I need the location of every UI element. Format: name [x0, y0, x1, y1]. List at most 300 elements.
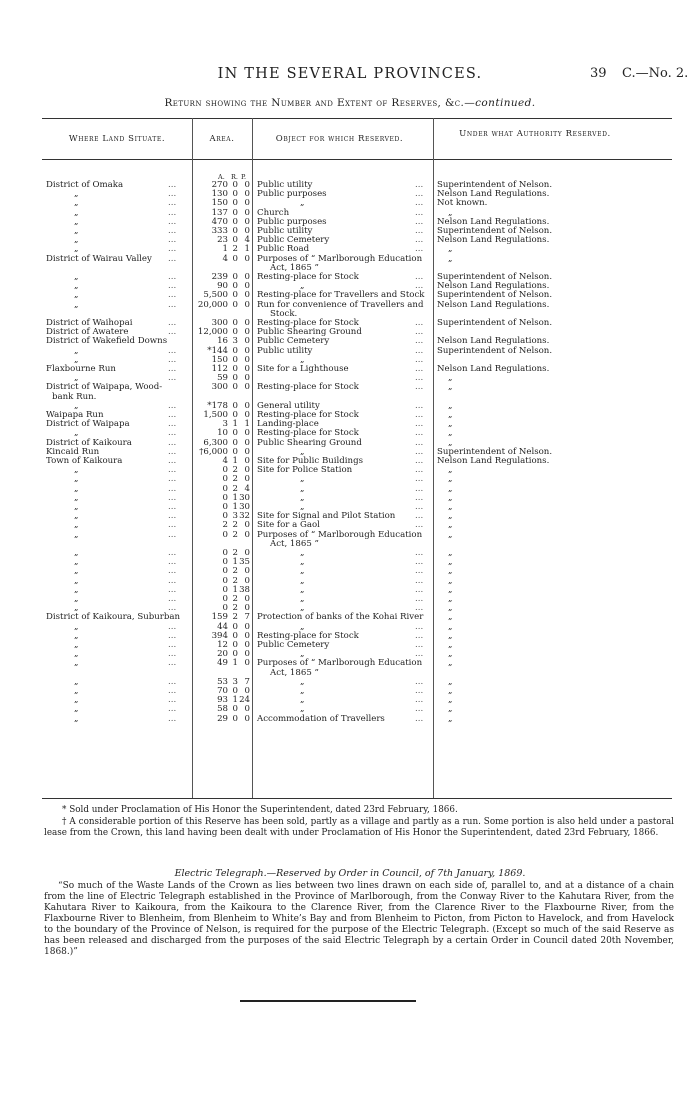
cell-where: District of Wairau Valley — [46, 253, 152, 264]
cell-roods: 0 — [232, 382, 238, 393]
cell-object: Public purposes — [257, 189, 327, 200]
leader-dots: ... — [415, 382, 424, 393]
cell-roods: 3 — [232, 336, 238, 347]
cell-perches: 0 — [244, 640, 250, 650]
leader-dots: ... — [168, 649, 177, 660]
cell-object: „ — [300, 557, 305, 568]
cell-where: District of Wakefield Downs — [46, 336, 168, 347]
cell-where: „ — [74, 198, 79, 209]
leader-dots: ... — [415, 364, 424, 374]
leader-dots: ... — [168, 658, 177, 669]
column-header-area: Area. — [209, 134, 235, 144]
cell-object: Accommodation of Travellers — [257, 713, 385, 724]
header-bottom-rule — [42, 159, 672, 160]
page-title: IN THE SEVERAL PROVINCES. — [217, 66, 483, 82]
leader-dots: ... — [415, 198, 424, 209]
leader-dots: ... — [415, 594, 424, 604]
cell-perches: 0 — [244, 594, 250, 604]
cell-where: „ — [74, 649, 79, 660]
cell-roods: 0 — [232, 226, 238, 236]
cell-acres: 0 — [222, 465, 228, 476]
leader-dots: ... — [415, 226, 424, 236]
leader-dots: ... — [415, 235, 424, 246]
cell-acres: 159 — [211, 612, 228, 623]
cell-authority: „ — [448, 557, 453, 568]
cell-acres: *144 — [207, 345, 228, 356]
leader-dots: ... — [415, 400, 424, 411]
cell-acres: 70 — [217, 686, 228, 696]
cell-acres: 150 — [211, 354, 228, 365]
cell-where: Flaxbourne Run — [46, 364, 116, 374]
cell-perches: 0 — [244, 345, 250, 356]
cell-roods: 0 — [232, 216, 238, 227]
cell-acres: 112 — [211, 364, 228, 374]
cell-where: Town of Kaikoura — [46, 456, 123, 466]
cell-acres: 4 — [222, 456, 228, 466]
cell-perches: 0 — [244, 428, 250, 439]
leader-dots: ... — [415, 446, 424, 457]
cell-authority: „ — [448, 437, 453, 448]
cell-object: Public Shearing Ground — [257, 437, 362, 448]
cell-roods: 2 — [232, 566, 238, 577]
cell-where: District of Kaikoura, Suburban — [46, 612, 181, 623]
cell-acres: 20 — [217, 649, 228, 660]
cell-acres: 6,300 — [203, 437, 228, 448]
cell-object: „ — [300, 676, 305, 687]
cell-object: Site for Police Station — [257, 465, 353, 476]
cell-roods: 1 — [232, 557, 238, 568]
cell-authority: Superintendent of Nelson. — [437, 318, 553, 328]
column-header-authority: Under what Authority Reserved. — [459, 129, 611, 139]
cell-object: „ — [300, 198, 305, 209]
cell-authority: Nelson Land Regulations. — [437, 189, 550, 200]
cell-object: Resting-place for Stock — [257, 318, 359, 328]
cell-where: District of Omaka — [46, 180, 124, 190]
cell-authority: „ — [448, 474, 453, 485]
cell-where: „ — [74, 520, 79, 531]
cell-perches: 0 — [244, 548, 250, 558]
cell-authority: „ — [448, 686, 453, 696]
cell-perches: 0 — [244, 603, 250, 614]
cell-perches: 0 — [244, 400, 250, 411]
leader-dots: ... — [415, 557, 424, 568]
cell-acres: 0 — [222, 529, 228, 540]
cell-roods: 0 — [232, 281, 238, 292]
cell-roods: 2 — [232, 474, 238, 485]
cell-authority: Nelson Land Regulations. — [437, 364, 550, 374]
leader-dots: ... — [415, 318, 424, 328]
cell-authority: „ — [448, 713, 453, 724]
column-divider — [252, 118, 253, 798]
cell-where: „ — [74, 676, 79, 687]
leader-dots: ... — [168, 400, 177, 411]
cell-perches: 0 — [244, 216, 250, 227]
cell-roods: 2 — [232, 483, 238, 494]
cell-perches: 0 — [244, 373, 250, 384]
leader-dots: ... — [168, 520, 177, 531]
cell-object: „ — [300, 621, 305, 632]
cell-authority: „ — [448, 400, 453, 411]
cell-authority: Nelson Land Regulations. — [437, 281, 550, 292]
leader-dots: ... — [168, 676, 177, 687]
cell-where: District of Waihopai — [46, 318, 133, 328]
cell-perches: 0 — [244, 382, 250, 393]
cell-where: District of Kaikoura — [46, 437, 132, 448]
leader-dots: ... — [168, 207, 177, 218]
leader-dots: ... — [415, 695, 424, 706]
leader-dots: ... — [415, 354, 424, 365]
cell-authority: „ — [448, 502, 453, 512]
leader-dots: ... — [168, 474, 177, 485]
leader-dots: ... — [168, 327, 177, 338]
footnote-star: * Sold under Proclamation of His Honor the Superintendent, dated 23rd February, 1866. — [62, 805, 458, 815]
leader-dots: ... — [168, 492, 177, 503]
cell-object-cont: Act, 1865 ” — [270, 538, 319, 549]
cell-where: „ — [74, 584, 79, 595]
cell-object: „ — [300, 704, 305, 715]
cell-acres: 1,500 — [203, 410, 228, 420]
leader-dots: ... — [415, 676, 424, 687]
cell-authority: „ — [448, 207, 453, 218]
cell-object: General utility — [257, 400, 320, 411]
cell-object: Public utility — [257, 345, 313, 356]
cell-roods: 0 — [232, 198, 238, 209]
cell-object: „ — [300, 594, 305, 604]
leader-dots: ... — [168, 299, 177, 310]
cell-where: Waipapa Run — [46, 410, 104, 420]
cell-acres: 130 — [211, 189, 228, 200]
cell-acres: 4 — [222, 253, 228, 264]
table-subtitle — [0, 97, 700, 109]
leader-dots: ... — [168, 630, 177, 641]
cell-acres: 5,500 — [203, 290, 228, 301]
cell-authority: „ — [448, 649, 453, 660]
cell-where: „ — [74, 658, 79, 669]
cell-where: „ — [74, 630, 79, 641]
cell-object: Public Cemetery — [257, 235, 330, 246]
leader-dots: ... — [168, 713, 177, 724]
cell-where: District of Awatere — [46, 327, 129, 338]
cell-object: Resting-place for Stock — [257, 428, 359, 439]
cell-object: Public Cemetery — [257, 640, 330, 650]
cell-where: „ — [74, 529, 79, 540]
leader-dots: ... — [168, 428, 177, 439]
cell-authority: „ — [448, 676, 453, 687]
cell-authority: „ — [448, 603, 453, 614]
page-header — [0, 66, 700, 86]
leader-dots: ... — [415, 483, 424, 494]
cell-perches: 35 — [239, 557, 250, 568]
cell-authority: „ — [448, 658, 453, 669]
leader-dots: ... — [168, 318, 177, 328]
cell-where: „ — [74, 272, 79, 282]
cell-acres: 150 — [211, 198, 228, 209]
cell-authority: „ — [448, 520, 453, 531]
cell-authority: Superintendent of Nelson. — [437, 345, 553, 356]
cell-perches: 0 — [244, 658, 250, 669]
cell-object: „ — [300, 566, 305, 577]
cell-acres: 270 — [211, 180, 228, 190]
cell-object: Purposes of “ Marlborough Education — [257, 253, 423, 264]
cell-acres: 394 — [211, 630, 228, 641]
cell-where: „ — [74, 373, 79, 384]
cell-object: Public Road — [257, 244, 310, 255]
cell-roods: 0 — [232, 253, 238, 264]
cell-authority: „ — [448, 630, 453, 641]
cell-acres: 239 — [211, 272, 228, 282]
cell-object: Public purposes — [257, 216, 327, 227]
cell-object: „ — [300, 584, 305, 595]
cell-roods: 2 — [232, 520, 238, 531]
cell-where: „ — [74, 621, 79, 632]
cell-perches: 0 — [244, 253, 250, 264]
cell-perches: 32 — [239, 511, 250, 522]
leader-dots: ... — [415, 474, 424, 485]
column-divider — [433, 118, 434, 798]
cell-where: Kincaid Run — [46, 446, 100, 457]
leader-dots: ... — [168, 511, 177, 522]
cell-acres: 44 — [217, 621, 228, 632]
cell-roods: 0 — [232, 437, 238, 448]
cell-where: „ — [74, 594, 79, 604]
telegraph-body: “So much of the Waste Lands of the Crown as lies between two lines drawn on each side of, parallel to, and at a distance of a chain from the line of Electric Telegraph established in the Province of Marlborough, from the Conway River to the Kahutara River, from the Kahutara River to Kaikoura, from the Kaikoura to the Clarence River, from the Clarence River to the Flaxbourne River, from the Flaxbourne River to Blenheim, from Blenheim to White’s Bay and from Blenheim to Picton, from Picton to Havelock, and from Havelock to the boundary of the Province of Nelson, is required for the purpose of the Electric Telegraph. (Except so much of the said Reserve as has been released and discharged from the purposes of the said Electric Telegraph by a certain Order in Council dated 20th November, 1868.)” — [44, 881, 674, 957]
leader-dots: ... — [415, 437, 424, 448]
subtitle-continued: continued. — [475, 97, 536, 109]
cell-perches: 7 — [244, 612, 250, 623]
leader-dots: ... — [415, 419, 424, 430]
cell-acres: 0 — [222, 603, 228, 614]
leader-dots: ... — [168, 410, 177, 420]
cell-where: „ — [74, 299, 79, 310]
leader-dots: ... — [168, 364, 177, 374]
leader-dots: ... — [415, 492, 424, 503]
cell-roods: 1 — [232, 492, 238, 503]
telegraph-title: Electric Telegraph.—Reserved by Order in Council, of 7th January, 1869. — [174, 868, 526, 879]
cell-roods: 0 — [232, 621, 238, 632]
cell-authority: Nelson Land Regulations. — [437, 456, 550, 466]
cell-authority: „ — [448, 529, 453, 540]
cell-authority: Not known. — [437, 198, 488, 209]
cell-authority: „ — [448, 373, 453, 384]
cell-acres: 29 — [217, 713, 228, 724]
leader-dots: ... — [415, 373, 424, 384]
cell-acres: 300 — [211, 318, 228, 328]
leader-dots: ... — [168, 465, 177, 476]
leader-dots: ... — [415, 686, 424, 696]
cell-authority: „ — [448, 244, 453, 255]
cell-acres: 0 — [222, 548, 228, 558]
leader-dots: ... — [168, 281, 177, 292]
cell-acres: 0 — [222, 584, 228, 595]
cell-authority: „ — [448, 428, 453, 439]
cell-acres: 0 — [222, 483, 228, 494]
cell-authority: „ — [448, 584, 453, 595]
leader-dots: ... — [168, 235, 177, 246]
cell-where: „ — [74, 428, 79, 439]
cell-where: „ — [74, 575, 79, 586]
cell-acres: 0 — [222, 502, 228, 512]
cell-perches: 0 — [244, 354, 250, 365]
cell-perches: 0 — [244, 189, 250, 200]
cell-roods: 0 — [232, 180, 238, 190]
cell-where: „ — [74, 557, 79, 568]
leader-dots: ... — [415, 502, 424, 512]
cell-authority: „ — [448, 511, 453, 522]
leader-dots: ... — [415, 649, 424, 660]
cell-perches: 30 — [239, 492, 250, 503]
cell-object: „ — [300, 446, 305, 457]
cell-perches: 0 — [244, 327, 250, 338]
cell-acres: 0 — [222, 492, 228, 503]
cell-acres: 470 — [211, 216, 228, 227]
cell-object: Site for Public Buildings — [257, 456, 364, 466]
table-top-rule — [42, 118, 672, 119]
leader-dots: ... — [168, 529, 177, 540]
leader-dots: ... — [415, 189, 424, 200]
cell-acres: 59 — [217, 373, 228, 384]
cell-object: Site for a Gaol — [257, 520, 320, 531]
cell-perches: 0 — [244, 704, 250, 715]
cell-roods: 1 — [232, 419, 238, 430]
cell-object: Run for convenience of Travellers and — [257, 299, 424, 310]
area-unit-roods: R. — [231, 173, 238, 181]
cell-object: Church — [257, 207, 290, 218]
leader-dots: ... — [415, 704, 424, 715]
leader-dots: ... — [415, 336, 424, 347]
cell-object: „ — [300, 649, 305, 660]
cell-perches: 30 — [239, 502, 250, 512]
cell-object: „ — [300, 548, 305, 558]
cell-where: „ — [74, 345, 79, 356]
cell-acres: 90 — [217, 281, 228, 292]
cell-where: „ — [74, 695, 79, 706]
cell-authority: „ — [448, 594, 453, 604]
cell-acres: 93 — [217, 695, 228, 706]
cell-object: „ — [300, 575, 305, 586]
leader-dots: ... — [168, 686, 177, 696]
cell-object: Resting-place for Stock — [257, 272, 359, 282]
cell-acres: 10 — [217, 428, 228, 439]
cell-perches: 0 — [244, 180, 250, 190]
cell-acres: 300 — [211, 382, 228, 393]
cell-authority: „ — [448, 419, 453, 430]
cell-object: „ — [300, 603, 305, 614]
cell-object: Resting-place for Stock — [257, 410, 359, 420]
table-bottom-rule — [42, 798, 672, 799]
leader-dots: ... — [168, 584, 177, 595]
cell-perches: 38 — [239, 584, 250, 595]
cell-acres: 0 — [222, 575, 228, 586]
cell-acres: 58 — [217, 704, 228, 715]
leader-dots: ... — [415, 520, 424, 531]
leader-dots: ... — [415, 410, 424, 420]
cell-object: Site for a Lighthouse — [257, 364, 349, 374]
leader-dots: ... — [168, 446, 177, 457]
cell-roods: 1 — [232, 658, 238, 669]
cell-object-cont: Stock. — [270, 308, 298, 319]
cell-where: „ — [74, 189, 79, 200]
cell-roods: 0 — [232, 189, 238, 200]
leader-dots: ... — [415, 272, 424, 282]
cell-authority: Superintendent of Nelson. — [437, 226, 553, 236]
subtitle-main: Return showing the Number and Extent of Reserves, &c.— — [164, 97, 476, 109]
leader-dots: ... — [168, 456, 177, 466]
leader-dots: ... — [415, 244, 424, 255]
cell-roods: 0 — [232, 290, 238, 301]
leader-dots: ... — [168, 566, 177, 577]
cell-authority: Superintendent of Nelson. — [437, 446, 553, 457]
cell-object: Protection of banks of the Kohai River — [257, 612, 424, 623]
cell-where: „ — [74, 483, 79, 494]
cell-authority: „ — [448, 612, 453, 623]
cell-perches: 0 — [244, 520, 250, 531]
cell-perches: 0 — [244, 713, 250, 724]
cell-roods: 2 — [232, 548, 238, 558]
leader-dots: ... — [168, 419, 177, 430]
leader-dots: ... — [415, 640, 424, 650]
cell-roods: 0 — [232, 446, 238, 457]
end-rule — [240, 1000, 416, 1002]
leader-dots: ... — [415, 456, 424, 466]
cell-acres: 137 — [211, 207, 228, 218]
cell-where: „ — [74, 603, 79, 614]
cell-roods: 0 — [232, 400, 238, 411]
cell-perches: 1 — [244, 419, 250, 430]
cell-acres: 1 — [222, 244, 228, 255]
cell-acres: 20,000 — [197, 299, 228, 310]
cell-where: District of Waipapa — [46, 419, 130, 430]
cell-object: „ — [300, 474, 305, 485]
cell-where: „ — [74, 226, 79, 236]
cell-object: Public utility — [257, 226, 313, 236]
cell-authority: „ — [448, 548, 453, 558]
cell-object-cont: Act, 1865 ” — [270, 262, 319, 273]
cell-roods: 1 — [232, 695, 238, 706]
cell-acres: 0 — [222, 474, 228, 485]
leader-dots: ... — [168, 354, 177, 365]
cell-roods: 2 — [232, 529, 238, 540]
leader-dots: ... — [168, 180, 177, 190]
cell-perches: 0 — [244, 465, 250, 476]
cell-object: Landing-place — [257, 419, 319, 430]
leader-dots: ... — [168, 603, 177, 614]
cell-authority: „ — [448, 704, 453, 715]
cell-perches: 4 — [244, 483, 250, 494]
cell-authority: „ — [448, 695, 453, 706]
leader-dots: ... — [168, 594, 177, 604]
cell-object: „ — [300, 695, 305, 706]
cell-perches: 0 — [244, 456, 250, 466]
cell-perches: 7 — [244, 676, 250, 687]
cell-roods: 3 — [232, 676, 238, 687]
cell-object: Site for Signal and Pilot Station — [257, 511, 396, 522]
cell-roods: 2 — [232, 612, 238, 623]
cell-authority: „ — [448, 566, 453, 577]
leader-dots: ... — [168, 575, 177, 586]
cell-perches: 0 — [244, 621, 250, 632]
cell-perches: 1 — [244, 244, 250, 255]
cell-acres: 53 — [217, 676, 228, 687]
cell-roods: 0 — [232, 354, 238, 365]
cell-perches: 0 — [244, 272, 250, 282]
cell-roods: 3 — [232, 511, 238, 522]
leader-dots: ... — [168, 189, 177, 200]
cell-where: „ — [74, 502, 79, 512]
cell-object: „ — [300, 492, 305, 503]
cell-roods: 0 — [232, 299, 238, 310]
cell-where: „ — [74, 686, 79, 696]
cell-perches: 0 — [244, 336, 250, 347]
